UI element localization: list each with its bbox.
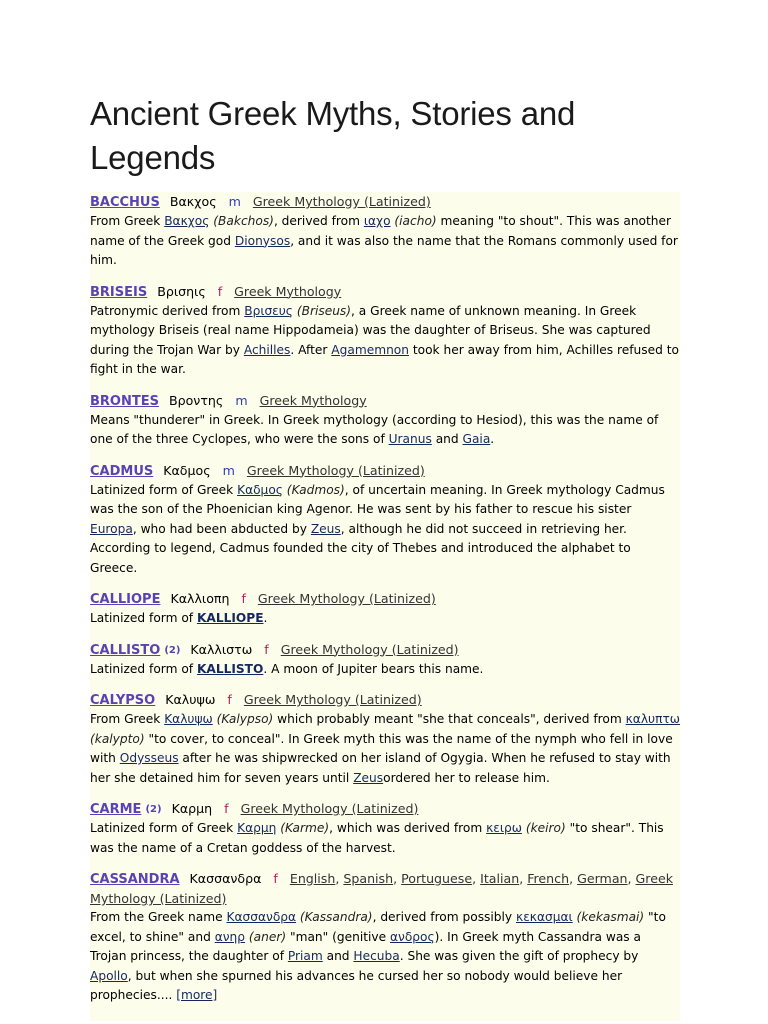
cross-reference-link[interactable]: KALLIOPE <box>196 611 264 625</box>
usage-list <box>253 194 431 209</box>
definition-text: , a Greek name of unknown meaning. In Greek mythology Briseis (real name Hippodameia) was the daughter of Briseus. She was captured during the Trojan War by <box>90 303 651 357</box>
definition-text: From Greek <box>90 712 165 726</box>
definition-text: Latinized form of <box>90 661 197 676</box>
usage-link[interactable]: Greek Mythology (Latinized) <box>252 194 431 209</box>
definition-text: . After <box>290 342 332 357</box>
definition-text: Patronymic derived from <box>90 303 245 318</box>
entry-header <box>90 869 680 908</box>
definition-text: . <box>490 432 495 446</box>
entry-header <box>90 391 680 411</box>
transliteration: (kekasmai) <box>572 910 645 924</box>
transliteration: (Karme) <box>276 821 330 835</box>
entry-header <box>90 589 680 609</box>
cross-reference-link[interactable]: Zeus <box>353 770 384 785</box>
usage-link[interactable]: Greek Mythology (Latinized) <box>257 591 436 606</box>
transliteration: (keiro) <box>521 821 566 835</box>
cross-reference-link[interactable]: Κασσανδρα <box>226 910 297 924</box>
gender-marker: f <box>273 871 278 886</box>
greek-spelling: Βακχος <box>169 194 217 209</box>
definition-text: Latinized form of <box>90 611 197 625</box>
definition-text: ordered her to release him. <box>383 770 550 785</box>
usage-list <box>258 591 436 606</box>
definition-text: , of uncertain meaning. In Greek mythology Cadmus was the son of the Phoenician king Agenor. He was sent by his father to rescue his sister <box>90 482 665 516</box>
definition-text: ). In Greek myth Cassandra was a Trojan princess, the daughter of <box>90 929 642 963</box>
entry-definition <box>90 908 680 1006</box>
name-entry <box>90 461 680 579</box>
definition-text: , which was derived from <box>329 821 487 835</box>
name-link[interactable]: CADMUS <box>90 463 154 479</box>
definition-text: Means "thunderer" in Greek. In Greek mythology (according to Hesiod), this was the name of one of the three Cyclopes, who were the sons of <box>90 412 659 446</box>
usage-list: English, Spanish, Portuguese, Italian, French, German, Greek Mythology (Latinized) <box>90 871 673 906</box>
cross-reference-link[interactable]: κειρω <box>486 821 522 835</box>
entry-header <box>90 640 680 660</box>
usage-list <box>281 642 459 657</box>
entry-header <box>90 192 680 212</box>
cross-reference-link[interactable]: κεκασμαι <box>516 910 573 924</box>
cross-reference-link[interactable]: Agamemnon <box>331 342 409 357</box>
definition-text: after he was shipwrecked on her island of Ogygia. When he refused to stay with her she detained him for seven years until <box>90 751 671 785</box>
cross-reference-link[interactable]: Apollo <box>90 968 128 983</box>
usage-link[interactable]: Italian <box>480 871 520 886</box>
cross-reference-link[interactable]: Καρμη <box>237 821 277 835</box>
entry-header <box>90 799 680 819</box>
definition-text: which probably meant "she that conceals", derived from <box>273 712 626 726</box>
name-link[interactable]: BRONTES <box>90 393 159 409</box>
transliteration: (Briseus) <box>292 303 352 318</box>
name-link[interactable]: CASSANDRA <box>90 872 180 887</box>
transliteration: (iacho) <box>390 214 437 228</box>
usage-link[interactable]: German <box>577 871 628 886</box>
name-link[interactable]: CALLIOPE <box>90 592 161 607</box>
name-entry <box>90 690 680 788</box>
definition-text: Latinized form of Greek <box>90 821 238 835</box>
page-title: Ancient Greek Myths, Stories and Legends <box>90 95 576 176</box>
definition-text: and <box>322 949 354 963</box>
definition-text: . <box>263 611 268 625</box>
name-link[interactable]: CALLISTO <box>90 642 161 658</box>
cross-reference-link[interactable]: ιαχο <box>363 214 391 228</box>
name-link[interactable]: CALYPSO <box>90 693 156 708</box>
definition-text: and <box>431 432 463 446</box>
name-entries-list <box>90 192 680 1021</box>
usage-link[interactable]: Greek Mythology (Latinized) <box>243 692 422 707</box>
name-entry <box>90 192 680 271</box>
definition-text: , derived from <box>273 214 364 228</box>
cross-reference-link[interactable]: ανηρ <box>214 929 246 944</box>
entry-definition <box>90 302 680 380</box>
entry-header <box>90 461 680 481</box>
name-entry <box>90 799 680 858</box>
transliteration: (aner) <box>245 929 287 944</box>
cross-reference-link[interactable]: Βακχος <box>164 214 210 228</box>
gender-marker: f <box>224 801 229 816</box>
definition-text: "to shear". This was the name of a Cretan goddess of the harvest. <box>90 821 664 855</box>
usage-list <box>244 692 422 707</box>
cross-reference-link[interactable]: Καλυψω <box>164 712 213 726</box>
definition-text: . A moon of Jupiter bears this name. <box>263 661 484 676</box>
cross-reference-link[interactable]: Achilles <box>243 342 291 357</box>
cross-reference-link[interactable]: Καδμος <box>237 482 283 497</box>
usage-link[interactable]: Greek Mythology (Latinized) <box>240 801 419 816</box>
greek-spelling: Καλλιστω <box>190 641 253 657</box>
entry-definition <box>90 212 680 271</box>
greek-spelling: Βρισηις <box>157 283 206 299</box>
entry-definition <box>90 710 680 788</box>
entry-count[interactable]: (2) <box>145 804 162 815</box>
cross-reference-link[interactable]: Βρισευς <box>244 303 293 318</box>
cross-reference-link[interactable]: ανδρος <box>389 929 435 944</box>
gender-marker: m <box>222 462 235 478</box>
entry-header <box>90 690 680 710</box>
transliteration: (Bakchos) <box>209 214 274 228</box>
entry-definition <box>90 609 680 629</box>
usage-link[interactable]: Greek Mythology <box>234 283 342 299</box>
definition-text: , derived from possibly <box>372 910 517 924</box>
definition-text: From Greek <box>90 214 165 228</box>
name-entry <box>90 640 680 680</box>
cross-reference-link[interactable]: Dionysos <box>234 233 291 248</box>
entry-definition <box>90 411 680 450</box>
cross-reference-link[interactable]: KALLISTO <box>196 661 264 676</box>
cross-reference-link[interactable]: καλυπτω <box>625 712 680 726</box>
transliteration: (Kassandra) <box>296 910 373 924</box>
usage-list <box>247 463 425 478</box>
entry-count[interactable]: (2) <box>164 644 181 656</box>
gender-marker: f <box>241 591 246 606</box>
usage-link[interactable]: Greek Mythology (Latinized) <box>90 871 673 906</box>
name-link[interactable]: BRISEIS <box>90 284 148 300</box>
name-link[interactable]: CARME <box>90 802 142 817</box>
definition-text: From the Greek name <box>90 910 227 924</box>
gender-marker: m <box>228 194 241 209</box>
definition-text: meaning "to shout". This was another name of the Greek god <box>90 214 672 248</box>
cross-reference-link[interactable]: Odysseus <box>119 751 179 765</box>
transliteration: (Kalypso) <box>212 712 274 726</box>
gender-marker: m <box>235 392 248 408</box>
definition-text: , although he did not succeed in retrieving her. According to legend, Cadmus founded the city of Thebes and introduced the alphabet to Greece. <box>90 521 631 575</box>
definition-text: "to excel, to shine" and <box>90 910 666 944</box>
definition-text: "man" (genitive <box>286 929 390 944</box>
gender-marker: f <box>227 692 232 707</box>
usage-link[interactable]: English <box>289 871 336 886</box>
greek-spelling: Καλλιοπη <box>170 591 230 606</box>
greek-spelling: Καλυψω <box>165 692 216 707</box>
gender-marker: f <box>264 641 269 657</box>
greek-spelling: Καδμος <box>163 462 211 478</box>
cross-reference-link[interactable]: Uranus <box>388 432 432 446</box>
usage-list <box>241 801 419 816</box>
usage-link[interactable]: Portuguese <box>401 871 473 886</box>
definition-text: , and it was also the name that the Romans commonly used for him. <box>90 233 678 267</box>
cross-reference-link[interactable]: Priam <box>287 949 323 963</box>
cross-reference-link[interactable]: Gaia <box>462 432 491 446</box>
usage-link[interactable]: Spanish <box>343 871 394 886</box>
definition-text: , but when she spurned his advances he cursed her so nobody would believe her prophecies.... <box>90 968 623 1002</box>
usage-link[interactable]: Greek Mythology (Latinized) <box>246 462 425 478</box>
name-entry <box>90 589 680 629</box>
name-link[interactable]: BACCHUS <box>90 195 160 210</box>
definition-text: , who had been abducted by <box>132 521 311 536</box>
more-link[interactable]: [more] <box>176 988 218 1002</box>
transliteration: (kalypto) <box>90 731 145 746</box>
usage-link[interactable]: Greek Mythology <box>259 392 367 408</box>
gender-marker: f <box>217 283 223 299</box>
name-entry <box>90 391 680 450</box>
usage-list <box>234 284 341 299</box>
entry-definition <box>90 660 680 680</box>
greek-spelling: Καρμη <box>171 801 213 816</box>
cross-reference-link[interactable]: Hecuba <box>353 949 400 963</box>
entry-definition <box>90 481 680 579</box>
cross-reference-link[interactable]: Europa <box>90 521 133 536</box>
entry-definition <box>90 819 680 858</box>
greek-spelling: Βροντης <box>168 392 224 408</box>
entry-header <box>90 282 680 302</box>
usage-list <box>260 393 367 408</box>
usage-link[interactable]: Greek Mythology (Latinized) <box>280 641 459 657</box>
transliteration: (Kadmos) <box>282 482 345 497</box>
name-entry <box>90 869 680 1006</box>
greek-spelling: Κασσανδρα <box>189 871 262 886</box>
usage-link[interactable]: French <box>527 871 570 886</box>
definition-text: "to cover, to conceal". In Greek myth this was the name of the nymph who fell in love with <box>90 731 673 765</box>
definition-text: Latinized form of Greek <box>90 482 238 497</box>
cross-reference-link[interactable]: Zeus <box>310 521 341 536</box>
definition-text: . She was given the gift of prophecy by <box>399 949 639 963</box>
name-entry <box>90 282 680 380</box>
definition-text: took her away from him, Achilles refused to fight in the war. <box>90 342 679 376</box>
